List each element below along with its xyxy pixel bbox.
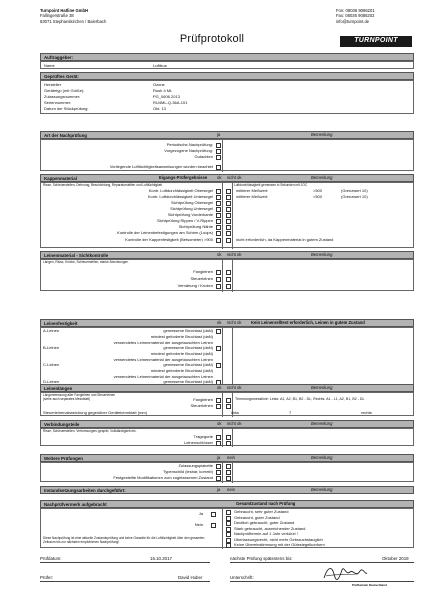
nein-label: Nein	[194, 522, 203, 527]
steuerleinen-ok-checkbox[interactable]	[216, 277, 221, 282]
gemessen-label: gemessene Bruchlast (daN)	[163, 328, 213, 333]
leinenschloesser-ok-checkbox[interactable]	[216, 441, 221, 446]
verbindung-note: Risse, Schleuerstellen, Verformungen/-gespiel, Vollständigkeit etc.	[43, 429, 137, 433]
periodisch-checkbox[interactable]	[216, 143, 221, 148]
measurement-label: mittlerer Meßwert:	[236, 188, 269, 193]
gutachten-label: Gutachten	[194, 154, 213, 159]
fangleinen-nichtok-checkbox[interactable]	[226, 398, 231, 403]
fangleinen-ok-checkbox[interactable]	[216, 398, 221, 403]
naechste-label: nächste Prüfung spätestens bis:	[230, 556, 293, 561]
col-nichtok: nicht ok	[227, 385, 242, 390]
zustand-2-label: Gebraucht, guter Zustand	[234, 514, 280, 520]
section-heading: Leinenlängen	[44, 386, 73, 391]
mindest-label: mindest geforderte Bruchlast (daN)	[150, 351, 213, 356]
section-leinen-sicht-header	[40, 251, 414, 259]
eingangs-label: Eigangs-Prüfergebnisse	[159, 175, 208, 180]
b-leinen-label: B-Leinen	[43, 345, 60, 350]
pruefdatum-label: Prüfdatum:	[40, 556, 62, 561]
links-label: links	[231, 410, 240, 415]
section-auftraggeber-header	[40, 53, 414, 61]
divider	[222, 429, 223, 447]
company-street: Fallingerstraße 38	[40, 13, 74, 19]
zustand-2-checkbox[interactable]	[226, 516, 231, 521]
mindest-label: mindest geforderte Bruchlast (daN)	[150, 334, 213, 339]
zustand-1-checkbox[interactable]	[226, 510, 231, 515]
section-geraet-header	[40, 72, 414, 80]
kappe-ok-checkbox[interactable]	[216, 201, 221, 206]
leinen-fest-remark: Kein Leinenrelltest erforderlich, Leinen in gutem Zustand	[251, 320, 365, 325]
kappe-row-label: Kontr. Luftdurchlässigkeit Obersegel	[148, 188, 213, 193]
section-vermerk-header	[40, 500, 414, 508]
col-bemerkung: Bemerkung	[311, 385, 333, 390]
plakette-ja-checkbox[interactable]	[216, 464, 221, 469]
steuerleinen-ok-checkbox[interactable]	[216, 404, 221, 409]
gesamt-heading: Gesamtzustand nach Prüfung	[236, 501, 296, 506]
tragegurte-label: Tragegurte	[193, 434, 213, 439]
serien-label: Seriennummer:	[44, 100, 72, 105]
section-kappe-header	[40, 174, 414, 182]
divider	[222, 463, 223, 483]
zustand-3-label: Deutlich gebraucht, guter Zustand	[234, 520, 295, 525]
col-ja: ja	[217, 132, 221, 137]
kappe-nichtok-checkbox[interactable]	[226, 225, 231, 230]
steuerleinen-nichtok-checkbox[interactable]	[226, 404, 231, 409]
vorgezogen-checkbox[interactable]	[216, 149, 221, 154]
kappe-row-label: Kontrolle der Leinenbefestigungen am Schirm (Loops)	[117, 230, 213, 235]
typenschild-ja-checkbox[interactable]	[216, 470, 221, 475]
links-value: 7	[289, 410, 292, 415]
measurement-value: >500	[313, 188, 323, 193]
section-heading: Instandsetzungsarbeiten durchgeführt:	[44, 488, 126, 493]
vernaehung-ok-checkbox[interactable]	[216, 284, 221, 289]
typenschild-nein-checkbox[interactable]	[226, 470, 231, 475]
vermerk-nein-checkbox[interactable]	[211, 523, 216, 528]
zustand-4-checkbox[interactable]	[226, 527, 231, 532]
divider	[232, 429, 233, 447]
kappe-nichtok-checkbox[interactable]	[226, 207, 231, 212]
divider	[222, 509, 223, 549]
col-bemerkung: Bemerkung	[311, 132, 333, 137]
kappe-row-label: Sichtprüfung Vorderkante	[167, 212, 213, 217]
col-nichtok: nicht ok	[227, 320, 242, 325]
tragegurte-ok-checkbox[interactable]	[216, 435, 221, 440]
vorgezogen-label: Vorgezogene Nachprüfung:	[164, 148, 213, 153]
kappe-note-right: Luftdurchlässigkeit gemessen in Sekunden mit JOC	[234, 183, 307, 187]
pruefdatum-value: 16.10.2017	[150, 556, 172, 561]
section-weitere-header	[40, 454, 414, 462]
col-bemerkung: Bemerkung	[311, 421, 333, 426]
pruefer-value: David Huber	[178, 575, 203, 580]
kappe-row-label: Kontr. Luftdurchlässigkeit Untersegel	[147, 194, 213, 199]
vermerk-ja-checkbox[interactable]	[211, 512, 216, 517]
a-leinen-label: A-Leinen	[43, 328, 60, 333]
vernaehung-label: Vernähung / Knoten	[177, 283, 213, 288]
gemessen-label: gemessene Bruchlast (daN)	[163, 362, 213, 367]
measurement-label: mittlerer Meßwert:	[236, 194, 269, 199]
geraetetyp-value: Rush 4 ML	[153, 88, 173, 93]
material-label: verwendetes Leinenmaterial der ausgetauschten Leinen	[113, 340, 213, 345]
d-leinen-label: D-Leinen	[43, 379, 60, 384]
kappe-nichtok-checkbox[interactable]	[226, 201, 231, 206]
pruefdatum-line	[40, 562, 210, 563]
hersteller-label: Hersteller	[44, 82, 62, 87]
kappe-box	[40, 182, 414, 248]
kappe-note: Risse, Schleuerstellen, Dehnung, Beschichtung, Reparaturstellen und Lufttüchtigkeit	[43, 183, 163, 187]
kappe-ok-checkbox[interactable]	[216, 207, 221, 212]
section-verbindung-header	[40, 420, 414, 428]
col-bemerkung: Bemerkung	[311, 252, 333, 257]
divider	[232, 463, 233, 483]
c-ok-checkbox[interactable]	[216, 363, 221, 368]
section-heading: Nachprüfvermerk aufgebracht	[44, 502, 107, 507]
col-bemerkung: Bemerkung	[311, 175, 333, 180]
kappe-row-label: Sichtprüfung Nähte	[178, 224, 213, 229]
kappe-nichtok-checkbox[interactable]	[226, 231, 231, 236]
gemessen-label: gemessene Bruchlast (daN)	[163, 379, 213, 384]
modifikationen-label: Festgestellte Modifikationen zum zugelassenen Zustand	[113, 475, 213, 480]
geraet-box	[40, 80, 414, 114]
col-ok: ok	[217, 175, 222, 180]
zustand-7-label: Keine Übereinstimmung mit der Gütesiegelkonform	[234, 542, 325, 547]
datum-value: Okt. 13	[153, 106, 166, 111]
lta-checkbox[interactable]	[216, 165, 221, 170]
name-value: Luftikus	[153, 62, 167, 68]
contact-phone: Fon: 08036 9086201	[336, 8, 375, 13]
measurement-ref: (Grenzwert 10)	[341, 194, 368, 199]
col-ja: ja	[217, 455, 221, 460]
zustand-6-checkbox[interactable]	[226, 538, 231, 543]
steuerleinen-label: Steuerleinen	[190, 403, 213, 408]
zustand-5-checkbox[interactable]	[226, 532, 231, 537]
leinenlaengen-box	[40, 392, 414, 416]
contact-fax: Fax: 08036 9086202	[336, 13, 375, 19]
zustand-5-label: Nachprüftermin auf 1 Jahr verkürzt !	[234, 531, 298, 536]
vernaehung-nichtok-checkbox[interactable]	[226, 284, 231, 289]
col-ok: ok	[217, 421, 222, 426]
divider	[232, 183, 233, 249]
name-label: Name	[44, 62, 55, 68]
nachpruefung-box	[40, 139, 414, 171]
vermerk-footnote: Diese Nachprüfung ist eine aktuelle Zustandsprüfung und keine Garantie für die Lufttüchtigkeit über den gesamten Zeitraum bis zur nächsten empfohlenen Nachprüfung!	[43, 536, 205, 544]
zustand-6-label: Überlassungsrecht, nicht mehr Gebrauchstauglich	[234, 536, 323, 542]
leinenschloesser-label: Leinenschlösser	[184, 440, 213, 445]
b-ok-checkbox[interactable]	[216, 346, 221, 351]
contact-email: info@turnpoint.de	[336, 18, 370, 24]
fangleinen-label: Fangleinen	[193, 397, 213, 402]
laengen-note2: (siehe auch separates Messblatt)	[43, 397, 90, 401]
col-ok: ok	[217, 320, 222, 325]
kappe-row-label: Sichtprüfung Untersegel	[170, 206, 213, 211]
section-heading: Kappenmaterial	[44, 176, 77, 181]
hersteller-value: Ozone	[153, 82, 165, 87]
section-heading: Verbindungsteile	[44, 422, 80, 427]
col-nein: nein	[227, 455, 235, 460]
kappe-final-note: nicht erforderlich, da Kappenmaterial in gutem Zustand	[236, 237, 334, 242]
measurement-value: >500	[313, 194, 323, 199]
steuerleinen-nichtok-checkbox[interactable]	[226, 277, 231, 282]
kappe-row-label: Sichtprüfung Obersegel	[170, 200, 213, 205]
geraetetyp-label: Gerätetyp (mit Größe):	[44, 88, 85, 93]
unterschrift-label: Unterschrift:	[230, 575, 254, 580]
divider	[222, 140, 223, 172]
section-heading: Geprüftes Gerät:	[44, 74, 79, 79]
col-ok: ok	[217, 252, 222, 257]
steuerleinen-label: Steuerleinen	[190, 276, 213, 281]
vermerk-box	[40, 508, 414, 548]
kappe-ok-checkbox[interactable]	[216, 213, 221, 218]
col-nein: nein	[227, 487, 235, 492]
zustand-4-label: Stark gebraucht, ausreichender Zustand	[234, 525, 306, 531]
c-leinen-label: C-Leinen	[43, 362, 60, 367]
company-name: Turnpoint Hatline GmbH	[40, 8, 89, 13]
kappe-ok-checkbox[interactable]	[216, 231, 221, 236]
page-title: Prüfprotokoll	[179, 33, 245, 45]
turnpoint-logo: TURNPOINT	[340, 36, 412, 47]
kappe-nichtok-checkbox[interactable]	[226, 195, 231, 200]
divider	[232, 260, 233, 292]
steuer-diff-label: Steuerleinenabweichung gegenüber Gerätekennblatt (mm)	[43, 410, 148, 415]
fangleinen-ok-checkbox[interactable]	[216, 270, 221, 275]
plakette-nein-checkbox[interactable]	[226, 464, 231, 469]
company-contact	[336, 8, 375, 24]
company-city: 83071 Stephanskirchen / Baierbach	[40, 18, 107, 24]
tragegurte-nichtok-checkbox[interactable]	[226, 435, 231, 440]
leinenschloesser-nichtok-checkbox[interactable]	[226, 441, 231, 446]
serien-value: RU4ML-Q-36A-101	[153, 100, 188, 105]
rechts-label: rechts	[361, 410, 372, 415]
auftraggeber-box	[40, 61, 414, 69]
plakette-label: Zulassungsplakette	[178, 463, 213, 468]
kappe-nichtok-checkbox[interactable]	[226, 219, 231, 224]
col-bemerkung: Bemerkung	[311, 487, 333, 492]
a-ok-checkbox[interactable]	[216, 329, 221, 334]
col-nichtok: nicht ok	[227, 175, 242, 180]
leinen-sicht-note: Längen, Risse, Knicke, Schleuerstellen, starke Abnutzungen	[43, 260, 129, 264]
zustand-3-checkbox[interactable]	[226, 521, 231, 526]
naechste-value: Oktober 2019	[382, 556, 409, 561]
zustand-7-checkbox[interactable]	[226, 543, 231, 548]
pruefer-label: Prüfer:	[40, 575, 54, 580]
kappe-ok-checkbox[interactable]	[216, 219, 221, 224]
verbindung-box	[40, 428, 414, 446]
kappe-nichtok-checkbox[interactable]	[226, 238, 231, 243]
modifikationen-nein-checkbox[interactable]	[226, 476, 231, 481]
zulassung-value: PG_0606.2013	[153, 94, 180, 99]
kappe-ok-checkbox[interactable]	[216, 195, 221, 200]
section-heading: Leinenfestigkeit	[44, 321, 78, 326]
col-ja: ja	[217, 487, 221, 492]
gemessen-label: gemessene Bruchlast (daN)	[163, 345, 213, 350]
kappe-nichtok-checkbox[interactable]	[226, 213, 231, 218]
section-heading: Art der Nachprüfung	[44, 133, 87, 138]
signature-image	[320, 562, 370, 584]
kappe-ok-checkbox[interactable]	[216, 225, 221, 230]
material-label: verwendetes Leinenmaterial der ausgetauschten Leinen	[113, 374, 213, 379]
kappe-ok-checkbox[interactable]	[216, 238, 221, 243]
section-leinenlaengen-header	[40, 384, 414, 392]
kappe-row-label: Kontrolle der Kappenfestigkeit (Betsometer) >900	[125, 237, 213, 242]
ja-label: Ja	[198, 511, 203, 516]
section-heading: Weitere Prüfungen	[44, 456, 83, 461]
gutachten-checkbox[interactable]	[216, 155, 221, 160]
weitere-box	[40, 462, 414, 482]
divider	[222, 183, 223, 249]
col-bemerkung: Bemerkung	[311, 455, 333, 460]
measurement-ref: (Grenzwert 10)	[341, 188, 368, 193]
kappe-ok-checkbox[interactable]	[216, 189, 221, 194]
modifikationen-ja-checkbox[interactable]	[216, 476, 221, 481]
kappe-row-label: Sichtprüfung Rippen / V-Rippen	[156, 218, 213, 223]
material-label: verwendetes Leinenmaterial der ausgetauschten Leinen	[113, 357, 213, 362]
col-ok: ok	[217, 385, 222, 390]
mindest-label: mindest geforderte Bruchlast (daN)	[150, 368, 213, 373]
typenschild-label: Typenschild (lesbar, korrekt)	[162, 469, 213, 474]
fangleinen-label: Fangleinen	[193, 269, 213, 274]
leinen-sicht-box	[40, 259, 414, 291]
datum-label: Datum der Stückprüfung:	[44, 106, 89, 111]
section-instandsetzung-header	[40, 486, 414, 494]
zulassung-label: Zulassungsnummer:	[44, 94, 81, 99]
trimm-remark: Trimmungsmesslinie: Links: A1, A2, B1, B2 - DL; Rechts: A1 - L1, A2, B1, B2 - DL	[235, 397, 365, 401]
section-leinen-fest-header	[40, 319, 414, 327]
pruefer-line	[40, 581, 210, 582]
kappe-nichtok-checkbox[interactable]	[226, 189, 231, 194]
stamp-text: Prüfbetrieb Deutschland	[352, 583, 387, 587]
lta-label: Vorliegende Lufttüchtigkeitsanweisungen wurden beachtet	[109, 164, 213, 169]
col-nichtok: nicht ok	[227, 252, 242, 257]
section-nachpruefung-header	[40, 131, 414, 139]
periodisch-label: Periodische-Nachprüfung:	[166, 142, 213, 147]
fangleinen-nichtok-checkbox[interactable]	[226, 270, 231, 275]
section-heading: Auftraggeber:	[44, 55, 74, 60]
company-address	[40, 8, 106, 24]
col-nichtok: nicht ok	[227, 421, 242, 426]
section-heading: Leinenmaterial - Sichtkontrolle	[44, 253, 109, 258]
zustand-1-label: Gebraucht, sehr guter Zustand	[234, 509, 289, 514]
laengen-note1: Längenmessung aller Fangleinen und Steuerleinen	[43, 393, 116, 397]
divider	[222, 393, 223, 417]
divider	[222, 260, 223, 292]
